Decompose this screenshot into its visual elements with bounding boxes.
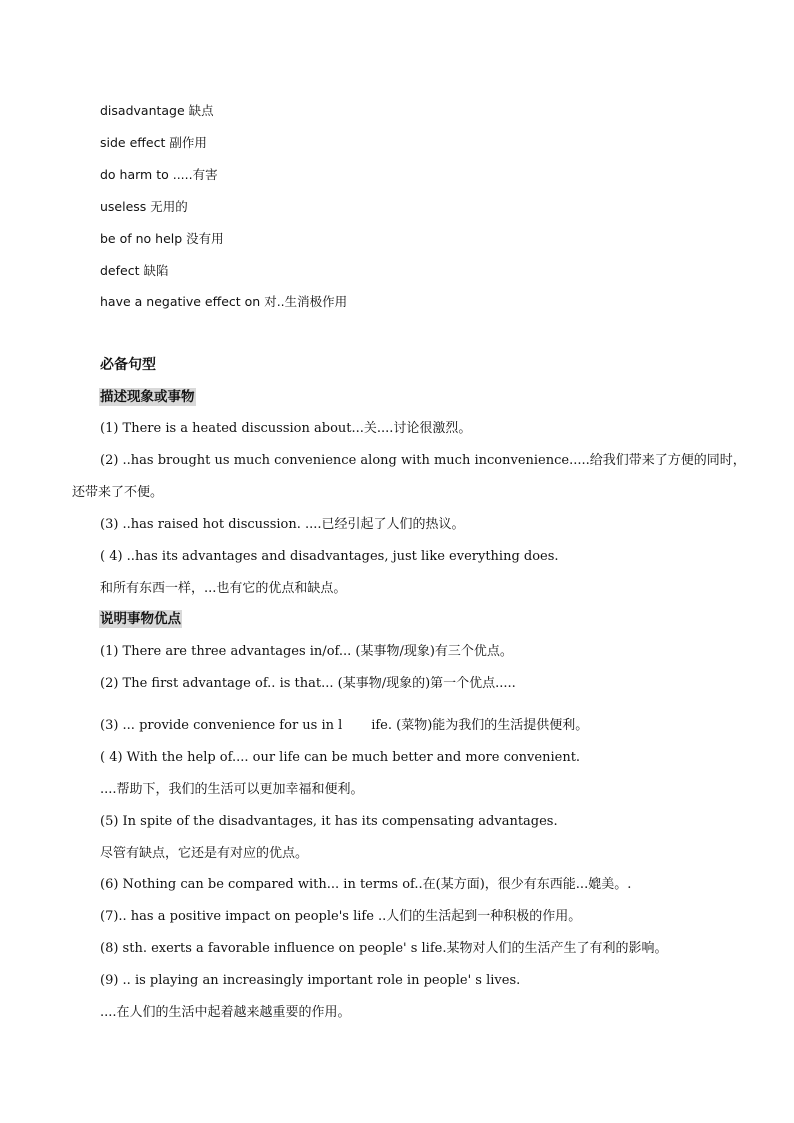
sentence-line: (8) sth. exerts a favorable influence on people' s life.某物对人们的生活产生了有利的影响。: [100, 941, 668, 956]
subsection-title-advantages: 说明事物优点: [100, 611, 181, 627]
sentence-line: 尽管有缺点，它还是有对应的优点。: [100, 846, 309, 861]
vocab-item: side effect 副作用: [100, 135, 207, 150]
vocab-item: defect 缺陷: [100, 263, 169, 278]
sentence-line: (7).. has a positive impact on people's life ..人们的生活起到一种积极的作用。: [100, 909, 582, 924]
sentence-line: (9) .. is playing an increasingly important role in people' s lives.: [100, 973, 521, 988]
sentence-line: (2) ..has brought us much convenience along with much inconvenience.....给我们带来了方便的同时，: [100, 453, 746, 468]
sentence-line: ....在人们的生活中起着越来越重要的作用。: [100, 1005, 351, 1020]
sentence-line: (3) ... provide convenience for us in l ife. (菜物)能为我们的生活提供便利。: [100, 718, 589, 733]
sentence-line: (1) There are three advantages in/of... (某事物/现象)有三个优点。: [100, 644, 513, 659]
sentence-line: ( 4) With the help of.... our life can be much better and more convenient.: [100, 750, 581, 765]
sentence-line: (6) Nothing can be compared with... in terms of..在(某方面)，很少有东西能...媲美。.: [100, 877, 632, 892]
vocab-item: be of no help 没有用: [100, 231, 224, 246]
sentence-line: ....帮助下，我们的生活可以更加幸福和便利。: [100, 782, 364, 797]
sentence-line: (2) The first advantage of.. is that... (某事物/现象的)第一个优点.....: [100, 676, 516, 691]
sentence-line: 还带来了不便。: [72, 485, 164, 500]
sentence-line: (3) ..has raised hot discussion. ....已经引起了人们的热议。: [100, 517, 465, 532]
subsection-title-describe: 描述现象或事物: [100, 389, 195, 405]
section-title: 必备句型: [100, 357, 156, 373]
vocab-item: have a negative effect on 对..生消极作用: [100, 294, 348, 309]
vocab-item: disadvantage 缺点: [100, 103, 214, 118]
sentence-line: 和所有东西一样，...也有它的优点和缺点。: [100, 581, 347, 596]
vocab-item: useless 无用的: [100, 199, 188, 214]
sentence-line: ( 4) ..has its advantages and disadvantages, just like everything does.: [100, 549, 559, 564]
sentence-line: (5) In spite of the disadvantages, it has its compensating advantages.: [100, 814, 558, 829]
vocab-item: do harm to .....有害: [100, 167, 218, 182]
sentence-line: (1) There is a heated discussion about...关....讨论很激烈。: [100, 421, 472, 436]
